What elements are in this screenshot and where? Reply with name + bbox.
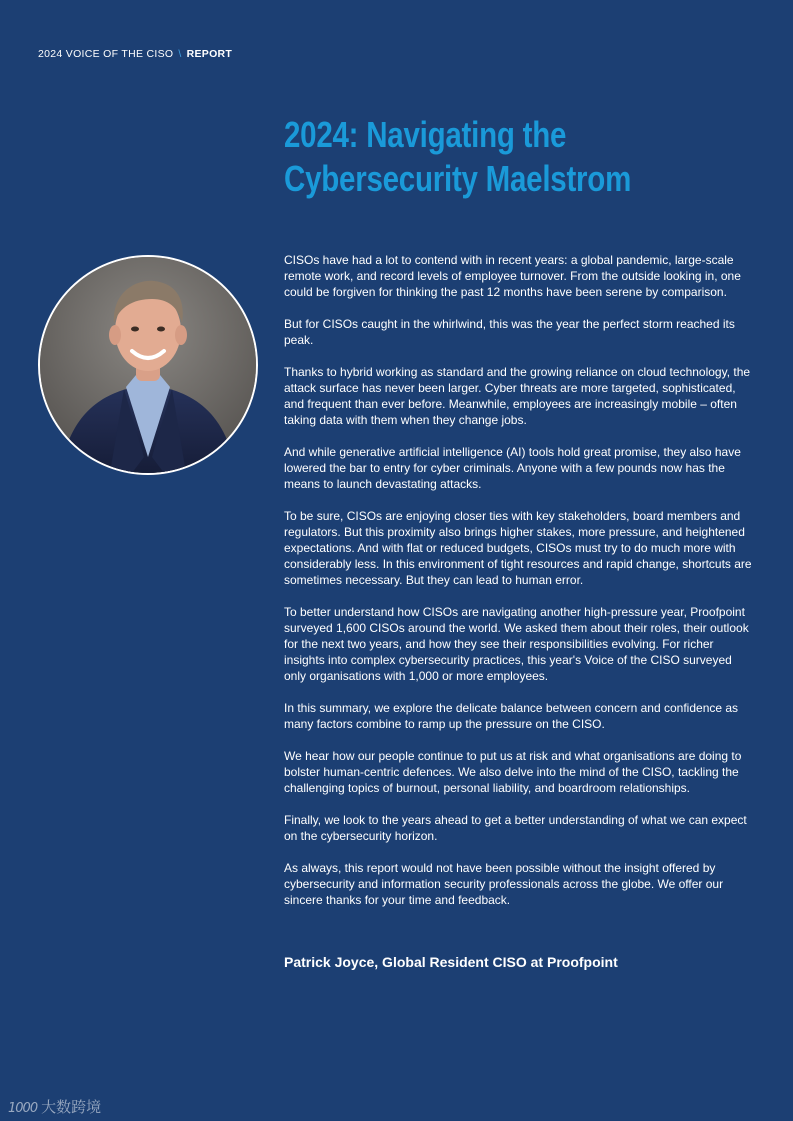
report-header [38,48,232,60]
paragraph: But for CISOs caught in the whirlwind, this was the year the perfect storm reached its peak. [284,317,735,347]
paragraph: To better understand how CISOs are navigating another high-pressure year, Proofpoint surveyed 1,600 CISOs around the world. We asked them about their roles, their outlook for the next two years, and how they see their responsibilities evolving. For richer insights into complex cybersecurity practices, this year's Voice of the CISO surveyed only organisations with 1,000 or more employees. [284,605,749,683]
intro-body [284,252,754,924]
paragraph: And while generative artificial intelligence (AI) tools hold great promise, they also have lowered the bar to entry for cyber criminals. Anyone with a few pounds now has the means to launch devastating attacks. [284,445,741,491]
report-series-label: 2024 VOICE OF THE CISO [38,48,174,60]
author-portrait [38,255,258,475]
paragraph: We hear how our people continue to put us at risk and what organisations are doing to bolster human-centric defences. We also delve into the mind of the CISO, tackling the challenging topics of burnout, personal liability, and boardroom relationships. [284,749,742,795]
paragraph: As always, this report would not have been possible without the insight offered by cybersecurity and information security professionals across the globe. We offer our sincere thanks for your time and feedback. [284,861,724,907]
watermark-logo: 1000 [8,1101,38,1116]
paragraph: Thanks to hybrid working as standard and the growing reliance on cloud technology, the attack surface has never been larger. Cyber threats are more targeted, sophisticated, and frequent than ever before. Meanwhile, employees are increasingly mobile – often taking data with them when they change jobs. [284,365,751,427]
report-type-label: REPORT [186,48,233,60]
paragraph: To be sure, CISOs are enjoying closer ties with key stakeholders, board members and regulators. But this proximity also brings higher stakes, more pressure, and heightened expectations. And with flat or reduced budgets, CISOs must try to do much more with considerably less. In this environment of tight resources and rapid change, shortcuts are sometimes necessary. But they can lead to human error. [284,509,752,587]
paragraph: Finally, we look to the years ahead to get a better understanding of what we can expect on the cybersecurity horizon. [284,813,747,843]
page-title [284,113,661,201]
watermark-text: 大数跨境 [41,1098,102,1116]
page-title-line-2: Cybersecurity Maelstrom [284,158,632,199]
paragraph: CISOs have had a lot to contend with in recent years: a global pandemic, large-scale remote work, and record levels of employee turnover. From the outside looking in, one could be forgiven for thinking the past 12 months have been serene by comparison. [284,253,741,299]
author-portrait-image [40,257,256,473]
watermark [8,1096,101,1117]
paragraph: In this summary, we explore the delicate balance between concern and confidence as many factors combine to ramp up the pressure on the CISO. [284,701,739,731]
page-title-line-1: 2024: Navigating the [284,114,567,155]
author-signature: Patrick Joyce, Global Resident CISO at Proofpoint [284,954,618,970]
header-separator: \ [178,48,182,60]
